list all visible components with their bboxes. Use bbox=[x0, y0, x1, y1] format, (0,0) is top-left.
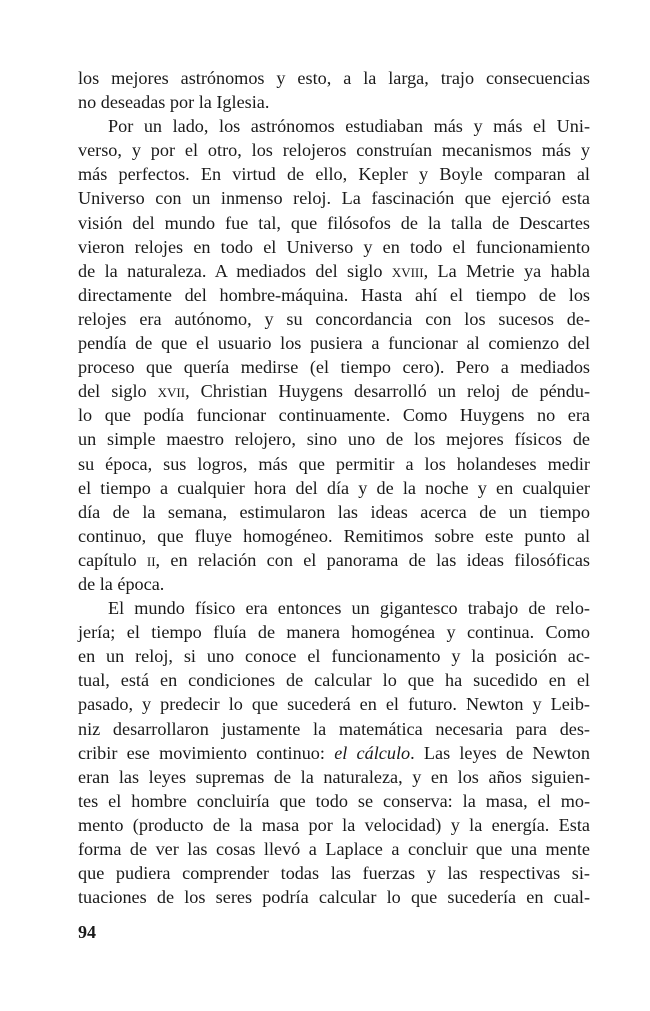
text-line: visión del mundo fue tal, que filósofos de la talla de Descartes bbox=[78, 212, 590, 233]
text-line: tual, está en condiciones de calcular lo que ha sucedido en el bbox=[78, 670, 590, 691]
text-line: tuaciones de los seres podría calcular lo que sucedería en cual- bbox=[78, 887, 590, 908]
text-line: verso, y por el otro, los relojeros construían mecanismos más y bbox=[78, 140, 590, 161]
text-line: niz desarrollaron justamente la matemática necesaria para des- bbox=[78, 718, 590, 739]
text-line: que pudiera comprender todas las fuerzas y las respectivas si- bbox=[78, 863, 590, 884]
emphasis: el cálculo bbox=[334, 742, 411, 763]
text-line: de la naturaleza. A mediados del siglo xviii, La Metrie ya habla bbox=[78, 260, 590, 281]
page-body bbox=[78, 66, 590, 909]
text-line: no deseadas por la Iglesia. bbox=[78, 92, 270, 113]
paragraph-first-line: El mundo físico era entonces un gigantesco trabajo de relo- bbox=[108, 598, 590, 619]
text-line: vieron relojes en todo el Universo y en todo el funcionamiento bbox=[78, 236, 590, 257]
text-line: eran las leyes supremas de la naturaleza, y en los años siguien- bbox=[78, 766, 590, 787]
text-line: pendía de que el usuario los pusiera a funcionar al comienzo del bbox=[78, 333, 590, 354]
text-line: su época, sus logros, más que permitir a los holandeses medir bbox=[78, 453, 590, 474]
text-line: mento (producto de la masa por la velocidad) y la energía. Esta bbox=[78, 814, 590, 835]
text-line: de la época. bbox=[78, 573, 165, 594]
roman-numeral: ii bbox=[146, 549, 156, 570]
text-line: más perfectos. En virtud de ello, Kepler y Boyle comparan al bbox=[78, 164, 590, 185]
text-line: jería; el tiempo fluía de manera homogénea y continua. Como bbox=[78, 622, 590, 643]
text-line: un simple maestro relojero, sino uno de los mejores físicos de bbox=[78, 429, 590, 450]
text-line: en un reloj, si uno conoce el funcionamento y la posición ac- bbox=[78, 646, 590, 667]
text-line: cribir ese movimiento continuo: el cálculo. Las leyes de Newton bbox=[78, 742, 590, 763]
roman-numeral: xviii bbox=[391, 260, 424, 281]
text-line: Universo con un inmenso reloj. La fascinación que ejerció esta bbox=[78, 188, 590, 209]
text-line: capítulo ii, en relación con el panorama de las ideas filosóficas bbox=[78, 549, 590, 570]
text-line: lo que podía funcionar continuamente. Como Huygens no era bbox=[78, 405, 590, 426]
text-line: proceso que quería medirse (el tiempo cero). Pero a mediados bbox=[78, 357, 590, 378]
text-line: los mejores astrónomos y esto, a la larga, trajo consecuencias bbox=[78, 68, 590, 88]
text-line: relojes era autónomo, y su concordancia con los sucesos de- bbox=[78, 308, 590, 329]
text-line: del siglo xvii, Christian Huygens desarrolló un reloj de péndu- bbox=[78, 381, 591, 402]
paragraph-first-line: Por un lado, los astrónomos estudiaban más y más el Uni- bbox=[108, 116, 590, 137]
text-line: directamente del hombre-máquina. Hasta ahí el tiempo de los bbox=[78, 284, 590, 305]
text-line: día de la semana, estimularon las ideas acerca de un tiempo bbox=[78, 501, 590, 522]
text-line: tes el hombre concluiría que todo se conserva: la masa, el mo- bbox=[78, 790, 590, 811]
text-line: pasado, y predecir lo que sucederá en el futuro. Newton y Leib- bbox=[78, 694, 590, 715]
text-line: forma de ver las cosas llevó a Laplace a concluir que una mente bbox=[78, 839, 590, 859]
roman-numeral: xvii bbox=[157, 381, 186, 402]
page-number: 94 bbox=[78, 922, 96, 942]
text-line: el tiempo a cualquier hora del día y de la noche y en cualquier bbox=[78, 477, 590, 498]
text-line: continuo, que fluye homogéneo. Remitimos sobre este punto al bbox=[78, 525, 590, 546]
